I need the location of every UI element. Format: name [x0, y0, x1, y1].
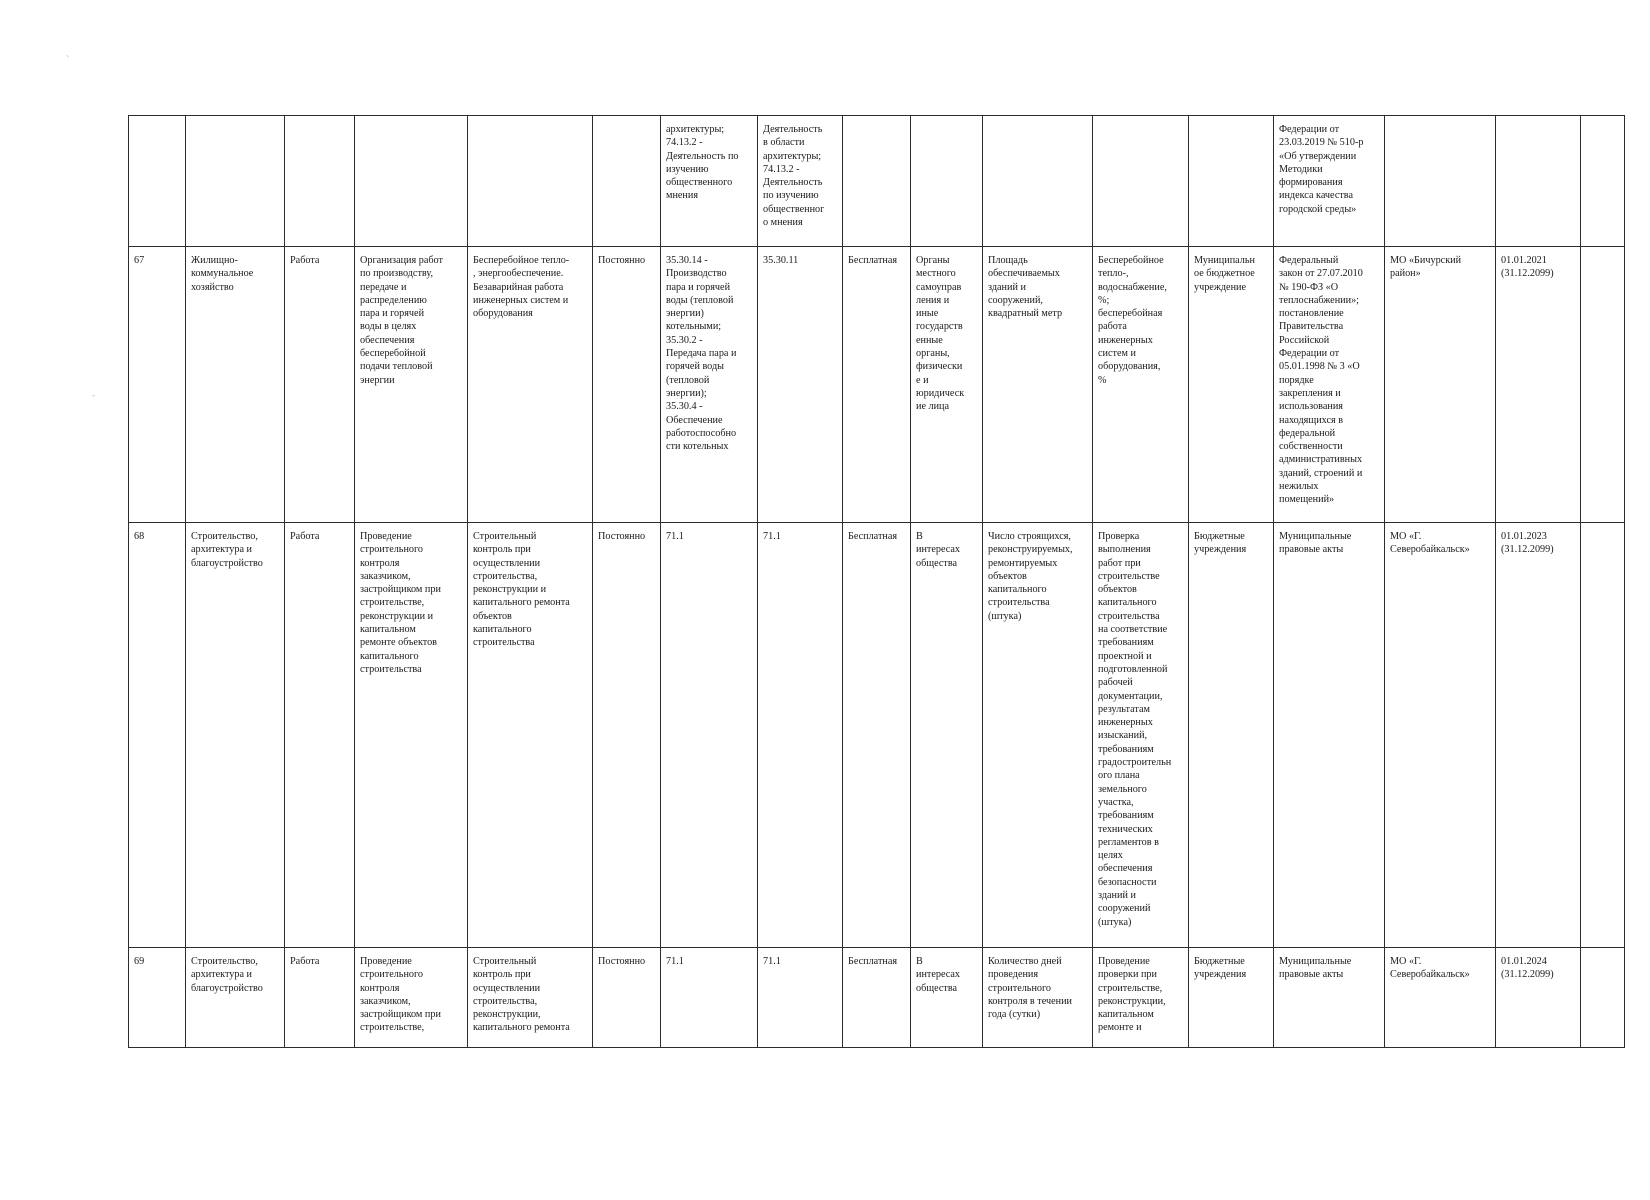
cell-text: 01.01.2024 (31.12.2099) [1501, 956, 1554, 981]
cell-text: Бесплатная [848, 531, 898, 542]
cell-type [285, 523, 355, 948]
cell-text: Строительный контроль при осуществлении строительства, реконструкции и капитального ремонта объектов капитального строительства [473, 531, 570, 649]
cell-dates [1496, 948, 1581, 1048]
table-row [129, 948, 1625, 1048]
cell-period [593, 116, 661, 247]
cell-text: Муниципальн ое бюджетное учреждение [1194, 255, 1255, 293]
cell-paid [843, 247, 911, 523]
cell-text: Строительство, архитектура и благоустройство [191, 531, 263, 569]
cell-text: 68 [134, 531, 145, 542]
cell-consumers [911, 948, 983, 1048]
cell-text: Бесплатная [848, 956, 898, 967]
cell-content [355, 948, 468, 1048]
cell-content [355, 247, 468, 523]
cell-sphere [186, 948, 285, 1048]
cell-provider [1189, 116, 1274, 247]
cell-indicator-vol [983, 247, 1093, 523]
cell-okved [661, 948, 758, 1048]
cell-text: Организация работ по производству, передаче и распределению пара и горячей воды в целях обеспечения бесперебойной подачи тепловой энергии [360, 255, 443, 386]
cell-founder [1385, 116, 1496, 247]
cell-legal [1274, 247, 1385, 523]
cell-content [355, 116, 468, 247]
cell-type [285, 247, 355, 523]
cell-text: 01.01.2021 (31.12.2099) [1501, 255, 1554, 280]
cell-text: Бесперебойное тепло-, водоснабжение, %; бесперебойная работа инженерных систем и оборудования, % [1098, 255, 1167, 386]
table-row [129, 523, 1625, 948]
cell-period [593, 523, 661, 948]
cell-period [593, 247, 661, 523]
cell-text: Проведение строительного контроля заказчиком, застройщиком при строительстве, реконструкции и капитальном ремонте объектов капитального строительства [360, 531, 441, 675]
cell-founder [1385, 523, 1496, 948]
cell-text: Работа [290, 255, 320, 266]
cell-consumers [911, 116, 983, 247]
cell-consumers [911, 523, 983, 948]
cell-text: архитектуры; 74.13.2 - Деятельность по изучению общественного мнения [666, 124, 739, 202]
cell-okved2 [758, 523, 843, 948]
cell-indicator-vol [983, 523, 1093, 948]
table-row [129, 116, 1625, 247]
cell-num [129, 948, 186, 1048]
cell-text: 71.1 [666, 956, 684, 967]
cell-text: Бюджетные учреждения [1194, 531, 1247, 556]
cell-text: Федеральный закон от 27.07.2010 № 190-ФЗ «О теплоснабжении»; постановление Правительства Российской Федерации от 05.01.1998 № 3 «О порядке закрепления и использования находящихся в федеральной собственности административных зданий, строений и нежилых помещений» [1279, 255, 1363, 506]
cell-sphere [186, 523, 285, 948]
cell-legal [1274, 948, 1385, 1048]
cell-text: 69 [134, 956, 145, 967]
cell-consumers [911, 247, 983, 523]
cell-paid [843, 116, 911, 247]
cell-text: Бесперебойное тепло- , энергообеспечение. Безаварийная работа инженерных систем и оборудования [473, 255, 570, 320]
cell-sphere [186, 247, 285, 523]
cell-text: Проведение проверки при строительстве, реконструкции, капитальном ремонте и [1098, 956, 1166, 1034]
cell-text: Бюджетные учреждения [1194, 956, 1247, 981]
table-row [129, 247, 1625, 523]
cell-text: Количество дней проведения строительного контроля в течении года (сутки) [988, 956, 1073, 1021]
cell-text: МО «Бичурский район» [1390, 255, 1462, 280]
cell-result [468, 116, 593, 247]
cell-result [468, 948, 593, 1048]
cell-text: МО «Г. Северобайкальск» [1390, 531, 1470, 556]
cell-text: Органы местного самоуправ ления и иные государств енные органы, физически е и юридическ ие лица [916, 255, 965, 413]
cell-text: 67 [134, 255, 145, 266]
cell-indicator-qual [1093, 523, 1189, 948]
cell-text: Постоянно [598, 255, 646, 266]
cell-indicator-vol [983, 948, 1093, 1048]
cell-text: Жилищно- коммунальное хозяйство [191, 255, 254, 293]
cell-text: 71.1 [763, 956, 781, 967]
cell-okved2 [758, 247, 843, 523]
cell-period [593, 948, 661, 1048]
cell-founder [1385, 247, 1496, 523]
cell-text: Бесплатная [848, 255, 898, 266]
cell-num [129, 523, 186, 948]
cell-text: Проведение строительного контроля заказчиком, застройщиком при строительстве, [360, 956, 441, 1034]
cell-sphere [186, 116, 285, 247]
cell-provider [1189, 523, 1274, 948]
cell-text: 71.1 [666, 531, 684, 542]
cell-type [285, 948, 355, 1048]
cell-dates [1496, 247, 1581, 523]
cell-okved [661, 247, 758, 523]
cell-extra [1581, 523, 1625, 948]
cell-dates [1496, 523, 1581, 948]
cell-extra [1581, 116, 1625, 247]
cell-text: 35.30.11 [763, 255, 799, 266]
cell-provider [1189, 948, 1274, 1048]
services-registry-table [128, 115, 1625, 1048]
cell-extra [1581, 247, 1625, 523]
cell-text: Проверка выполнения работ при строительстве объектов капитального строительства на соответствие требованиям проектной и подготовленной рабочей документации, результатам инженерных изысканий, требованиям градостроительн ого плана земельного участка, требованиям технических регламентов в целях обеспечения безопасности зданий и сооружений (штука) [1098, 531, 1172, 928]
cell-extra [1581, 948, 1625, 1048]
cell-legal [1274, 523, 1385, 948]
cell-num [129, 116, 186, 247]
cell-legal [1274, 116, 1385, 247]
cell-content [355, 523, 468, 948]
cell-text: В интересах общества [916, 956, 961, 994]
cell-okved [661, 116, 758, 247]
cell-text: Муниципальные правовые акты [1279, 956, 1352, 981]
cell-text: Число строящихся, реконструируемых, ремонтируемых объектов капитального строительства (штука) [988, 531, 1073, 622]
cell-text: Работа [290, 956, 320, 967]
cell-text: Постоянно [598, 956, 646, 967]
cell-text: Площадь обеспечиваемых зданий и сооружений, квадратный метр [988, 255, 1063, 320]
cell-text: Строительство, архитектура и благоустройство [191, 956, 263, 994]
cell-text: Деятельность в области архитектуры; 74.13.2 - Деятельность по изучению общественног о мнения [763, 124, 825, 229]
cell-provider [1189, 247, 1274, 523]
cell-okved [661, 523, 758, 948]
cell-text: Федерации от 23.03.2019 № 510-р «Об утверждении Методики формирования индекса качества городской среды» [1279, 124, 1364, 215]
cell-text: Работа [290, 531, 320, 542]
cell-text: В интересах общества [916, 531, 961, 569]
cell-text: Муниципальные правовые акты [1279, 531, 1352, 556]
cell-result [468, 247, 593, 523]
cell-text: 35.30.14 - Производство пара и горячей воды (тепловой энергии) котельными; 35.30.2 - Передача пара и горячей воды (тепловой энергии); 35.30.4 - Обеспечение работоспособно сти котельных [666, 255, 737, 453]
cell-paid [843, 948, 911, 1048]
cell-indicator-qual [1093, 116, 1189, 247]
cell-text: Постоянно [598, 531, 646, 542]
cell-result [468, 523, 593, 948]
scan-mark-side: - [92, 390, 95, 400]
cell-dates [1496, 116, 1581, 247]
cell-indicator-vol [983, 116, 1093, 247]
cell-okved2 [758, 948, 843, 1048]
cell-okved2 [758, 116, 843, 247]
cell-founder [1385, 948, 1496, 1048]
cell-text: 01.01.2023 (31.12.2099) [1501, 531, 1554, 556]
cell-indicator-qual [1093, 948, 1189, 1048]
cell-text: 71.1 [763, 531, 781, 542]
cell-indicator-qual [1093, 247, 1189, 523]
cell-num [129, 247, 186, 523]
cell-type [285, 116, 355, 247]
cell-text: МО «Г. Северобайкальск» [1390, 956, 1470, 981]
cell-paid [843, 523, 911, 948]
cell-text: Строительный контроль при осуществлении строительства, реконструкции, капитального ремонта [473, 956, 570, 1034]
scan-mark: ˋ [66, 54, 69, 64]
